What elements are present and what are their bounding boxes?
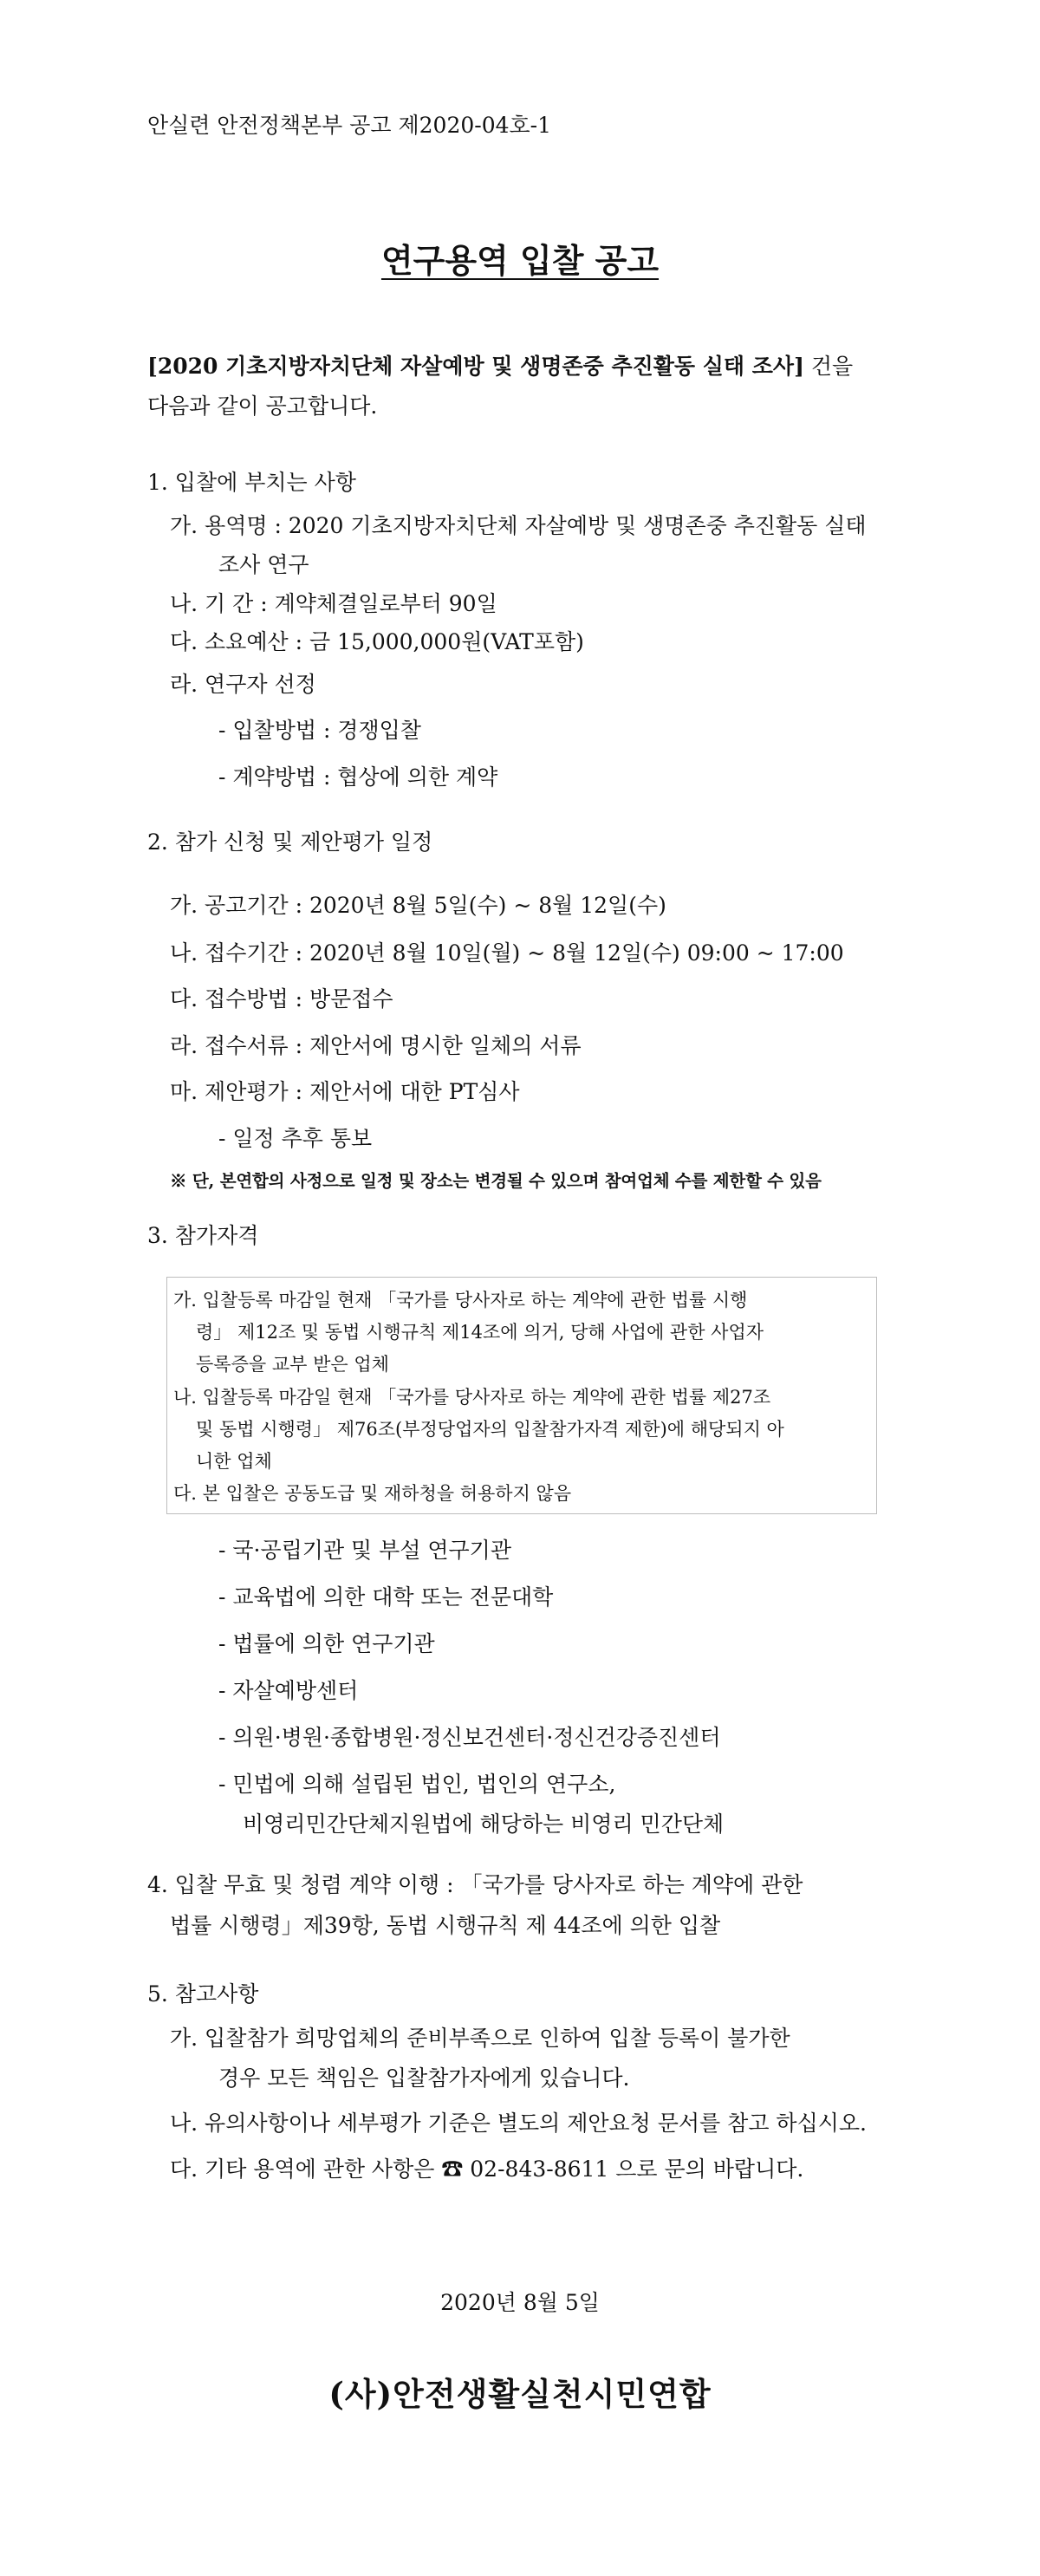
s1-item-da: 다. 소요예산 : 금 15,000,000원(VAT포함) bbox=[170, 629, 584, 654]
project-name: [2020 기초지방자치단체 자살예방 및 생명존중 추진활동 실태 조사] bbox=[147, 354, 804, 379]
schedule-note: ※ 단, 본연합의 사정으로 일정 및 장소는 변경될 수 있으며 참여업체 수를 제한할 수 있음 bbox=[170, 1171, 822, 1191]
s2-item-ga: 가. 공고기간 : 2020년 8월 5일(수) ~ 8월 12일(수) bbox=[170, 893, 666, 918]
s1-item-ga-cont: 조사 연구 bbox=[218, 552, 309, 577]
s2-item-ra: 라. 접수서류 : 제안서에 명시한 일체의 서류 bbox=[170, 1033, 582, 1058]
s3-dash-5: - 의원·병원·종합병원·정신보건센터·정신건강증진센터 bbox=[218, 1725, 721, 1750]
section-5-heading: 5. 참고사항 bbox=[147, 1981, 259, 2007]
section-4-line-1: 4. 입찰 무효 및 청렴 계약 이행 : 「국가를 당사자로 하는 계약에 관한 bbox=[147, 1872, 803, 1897]
section-2-heading: 2. 참가 신청 및 제안평가 일정 bbox=[147, 829, 433, 855]
s5-item-na: 나. 유의사항이나 세부평가 기준은 별도의 제안요청 문서를 참고 하십시오. bbox=[170, 2111, 867, 2136]
s3-dash-2: - 교육법에 의한 대학 또는 전문대학 bbox=[218, 1584, 554, 1610]
box-item-na-3: 니한 업체 bbox=[196, 1451, 272, 1472]
s1-ra-dash-1: - 입찰방법 : 경쟁입찰 bbox=[218, 718, 421, 743]
section-3-heading: 3. 참가자격 bbox=[147, 1223, 259, 1248]
s3-dash-1: - 국·공립기관 및 부설 연구기관 bbox=[218, 1538, 511, 1563]
s5-item-da: 다. 기타 용역에 관한 사항은 ☎ 02-843-8611 으로 문의 바랍니다. bbox=[170, 2156, 804, 2182]
s2-item-na: 나. 접수기간 : 2020년 8월 10일(월) ~ 8월 12일(수) 09:00 ~ 17:00 bbox=[170, 940, 844, 966]
s2-ma-dash-1: - 일정 추후 통보 bbox=[218, 1126, 373, 1151]
s1-item-ga: 가. 용역명 : 2020 기초지방자치단체 자살예방 및 생명존중 추진활동 실태 bbox=[170, 513, 867, 538]
s3-dash-6-cont: 비영리민간단체지원법에 해당하는 비영리 민간단체 bbox=[243, 1812, 725, 1837]
intro-tail: 건을 bbox=[803, 354, 854, 379]
s3-dash-6: - 민법에 의해 설립된 법인, 법인의 연구소, bbox=[218, 1772, 616, 1797]
section-1-heading: 1. 입찰에 부치는 사항 bbox=[147, 470, 356, 495]
document-number: 안실련 안전정책본부 공고 제2020-04호-1 bbox=[147, 113, 552, 138]
box-item-da: 다. 본 입찰은 공동도급 및 재하청을 허용하지 않음 bbox=[173, 1483, 572, 1504]
s1-item-ra: 라. 연구자 선정 bbox=[170, 672, 316, 697]
announcement-date: 2020년 8월 5일 bbox=[440, 2290, 600, 2315]
box-item-na-2: 및 동법 시행령」 제76조(부정당업자의 입찰참가자격 제한)에 해당되지 아 bbox=[196, 1419, 784, 1440]
s3-dash-3: - 법률에 의한 연구기관 bbox=[218, 1631, 435, 1656]
organization-name: (사)안전생활실천시민연합 bbox=[328, 2375, 712, 2413]
document-title: 연구용역 입찰 공고 bbox=[380, 241, 660, 280]
intro-line-2: 다음과 같이 공고합니다. bbox=[147, 394, 378, 419]
intro-line-1 bbox=[147, 352, 853, 381]
s5-item-ga-cont: 경우 모든 책임은 입찰참가자에게 있습니다. bbox=[218, 2065, 630, 2091]
s5-item-ga: 가. 입찰참가 희망업체의 준비부족으로 인하여 입찰 등록이 불가한 bbox=[170, 2026, 790, 2051]
box-item-ga-1: 가. 입찰등록 마감일 현재 「국가를 당사자로 하는 계약에 관한 법률 시행 bbox=[173, 1290, 748, 1311]
s2-item-ma: 마. 제안평가 : 제안서에 대한 PT심사 bbox=[170, 1079, 520, 1104]
section-4-line-2: 법률 시행령」제39항, 동법 시행규칙 제 44조에 의한 입찰 bbox=[170, 1913, 721, 1938]
s2-item-da: 다. 접수방법 : 방문접수 bbox=[170, 986, 393, 1012]
box-item-na-1: 나. 입찰등록 마감일 현재 「국가를 당사자로 하는 계약에 관한 법률 제27조 bbox=[173, 1387, 771, 1408]
box-item-ga-2: 령」 제12조 및 동법 시행규칙 제14조에 의거, 당해 사업에 관한 사업자 bbox=[196, 1322, 764, 1343]
s1-item-na: 나. 기 간 : 계약체결일로부터 90일 bbox=[170, 591, 497, 616]
box-item-ga-3: 등록증을 교부 받은 업체 bbox=[196, 1354, 389, 1375]
s3-dash-4: - 자살예방센터 bbox=[218, 1678, 359, 1703]
s1-ra-dash-2: - 계약방법 : 협상에 의한 계약 bbox=[218, 764, 498, 790]
